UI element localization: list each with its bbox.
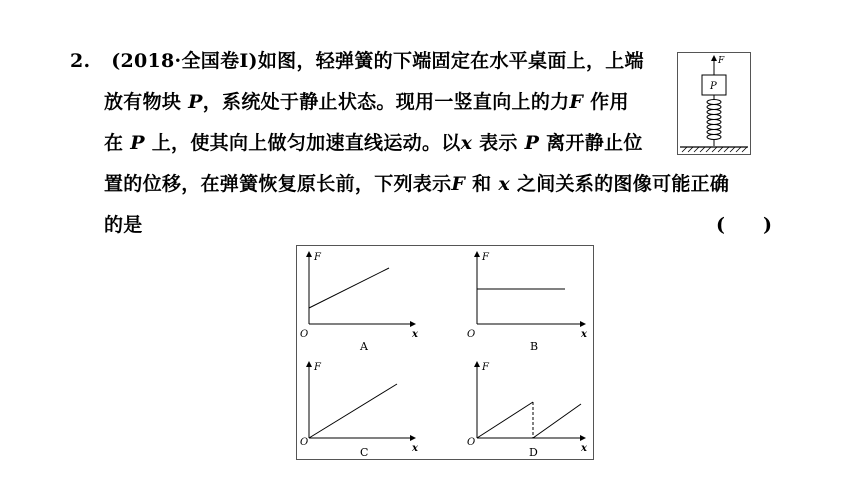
y-axis-label: F xyxy=(314,362,321,373)
graph-c xyxy=(300,362,419,459)
y-axis-label: F xyxy=(314,252,321,263)
question-line-4 xyxy=(104,169,729,196)
x-axis-label: x xyxy=(412,329,418,340)
arrow-head-icon xyxy=(711,55,717,61)
question-text-2b: ，系统处于静止状态。现用一竖直向上的力 xyxy=(202,91,570,113)
question-number: 2. xyxy=(70,50,91,72)
origin-label: O xyxy=(300,329,309,340)
var-p: P xyxy=(130,132,145,154)
block-label: P xyxy=(710,81,717,92)
question-text-4a: 置的位移，在弹簧恢复原长前，下列表示 xyxy=(104,173,452,195)
x-axis-label: x xyxy=(581,329,587,340)
graph-a xyxy=(300,252,419,353)
question-line-1 xyxy=(70,46,644,73)
question-text-3d: 离开静止位 xyxy=(546,132,643,154)
table-hatch xyxy=(682,147,747,152)
graph-d xyxy=(467,362,588,459)
question-text-3b: 上，使其向上做匀加速直线运动。以 xyxy=(151,132,461,154)
question-text-4b: 和 xyxy=(472,173,492,195)
question-text-4c: 之间关系的图像可能正确 xyxy=(516,173,730,195)
graph-d-line-2 xyxy=(533,404,581,438)
var-p: P xyxy=(188,91,203,113)
question-text-2c: 作用 xyxy=(590,91,629,113)
graphs-svg xyxy=(297,246,593,459)
var-p: P xyxy=(524,132,540,154)
x-axis-label: x xyxy=(581,443,587,454)
origin-label: O xyxy=(467,329,476,340)
force-label: F xyxy=(718,56,725,66)
question-source: (2018·全国卷Ⅰ) xyxy=(111,50,258,72)
graph-b xyxy=(467,252,588,353)
x-axis-label: x xyxy=(412,443,418,454)
graph-a-line xyxy=(309,268,389,308)
option-graphs xyxy=(296,245,594,460)
var-f: F xyxy=(451,173,466,195)
spring-coil xyxy=(707,95,721,146)
question-text-5: 的是 xyxy=(104,214,143,236)
answer-blank: ( ) xyxy=(716,214,772,236)
question-text-2a: 放有物块 xyxy=(104,91,182,113)
option-label: C xyxy=(360,446,369,459)
origin-label: O xyxy=(467,437,476,448)
question-line-2 xyxy=(104,87,629,114)
question-text-3c: 表示 xyxy=(479,132,518,154)
question-line-5 xyxy=(104,210,143,237)
var-x: x xyxy=(498,173,510,195)
y-axis-label: F xyxy=(482,252,489,263)
var-x: x xyxy=(460,132,473,154)
option-label: A xyxy=(360,340,368,353)
question-line-3 xyxy=(104,128,643,155)
graph-d-line-1 xyxy=(477,402,533,438)
option-label: D xyxy=(529,446,538,459)
spring-diagram xyxy=(678,53,750,154)
option-label: B xyxy=(530,340,539,353)
question-text-1: 如图，轻弹簧的下端固定在水平桌面上，上端 xyxy=(257,50,644,72)
y-axis-label: F xyxy=(482,362,489,373)
graph-c-line xyxy=(309,384,397,438)
origin-label: O xyxy=(300,437,309,448)
var-f: F xyxy=(569,91,584,113)
spring-figure xyxy=(677,52,751,155)
question-text-3a: 在 xyxy=(104,132,124,154)
